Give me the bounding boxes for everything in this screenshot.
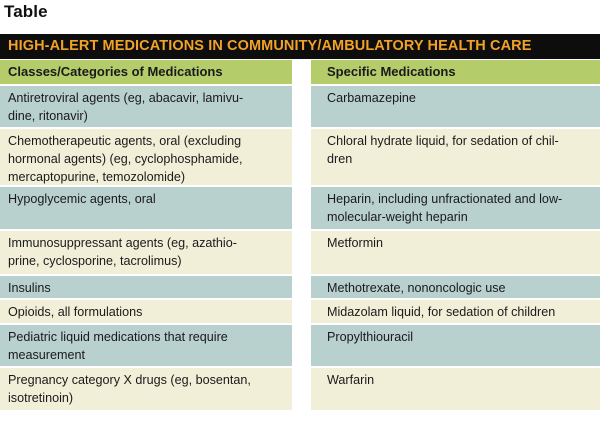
medication-cell bbox=[311, 86, 600, 129]
cell-line: isotretinoin) bbox=[8, 391, 74, 405]
categories-column bbox=[0, 60, 292, 416]
cell-line: mercaptopurine, temozolomide) bbox=[8, 170, 186, 184]
category-cell bbox=[0, 187, 292, 231]
categories-header: Classes/Categories of Medications bbox=[0, 60, 292, 86]
medication-cell bbox=[311, 231, 600, 276]
cell-line: Hypoglycemic agents, oral bbox=[8, 192, 156, 206]
page-label: Table bbox=[4, 2, 48, 21]
medications-column bbox=[311, 60, 600, 416]
category-cell bbox=[0, 368, 292, 412]
cell-line: prine, cyclosporine, tacrolimus) bbox=[8, 254, 182, 268]
cell-line: Pediatric liquid medications that require bbox=[8, 330, 228, 344]
category-cell bbox=[0, 231, 292, 276]
cell-line: Warfarin bbox=[327, 373, 375, 387]
cell-line: Insulins bbox=[8, 281, 51, 295]
medication-cell bbox=[311, 187, 600, 231]
cell-line: dren bbox=[327, 152, 353, 166]
table-title: HIGH-ALERT MEDICATIONS IN COMMUNITY/AMBULATORY HEALTH CARE bbox=[8, 38, 532, 54]
cell-line: dine, ritonavir) bbox=[8, 109, 88, 123]
medication-cell bbox=[311, 300, 600, 325]
cell-line: Chemotherapeutic agents, oral (excluding bbox=[8, 134, 242, 148]
category-cell bbox=[0, 300, 292, 325]
cell-line: Methotrexate, nononcologic use bbox=[327, 281, 506, 295]
category-cell bbox=[0, 325, 292, 368]
medication-cell bbox=[311, 129, 600, 187]
column-gap bbox=[292, 60, 311, 416]
cell-line: hormonal agents) (eg, cyclophosphamide, bbox=[8, 152, 243, 166]
medication-cell bbox=[311, 325, 600, 368]
medication-cell bbox=[311, 276, 600, 300]
cell-line: Midazolam liquid, for sedation of children bbox=[327, 305, 556, 319]
cell-line: Carbamazepine bbox=[327, 91, 416, 105]
cell-line: Chloral hydrate liquid, for sedation of chil- bbox=[327, 134, 559, 148]
medications-header: Specific Medications bbox=[311, 60, 600, 86]
cell-line: Pregnancy category X drugs (eg, bosentan, bbox=[8, 373, 251, 387]
category-cell bbox=[0, 129, 292, 187]
cell-line: Antiretroviral agents (eg, abacavir, lamivu- bbox=[8, 91, 244, 105]
cell-line: Opioids, all formulations bbox=[8, 305, 143, 319]
medication-cell bbox=[311, 368, 600, 412]
category-cell bbox=[0, 276, 292, 300]
category-cell bbox=[0, 86, 292, 129]
cell-line: Heparin, including unfractionated and low- bbox=[327, 192, 563, 206]
cell-line: Metformin bbox=[327, 236, 383, 250]
cell-line: molecular-weight heparin bbox=[327, 210, 468, 224]
cell-line: Immunosuppressant agents (eg, azathio- bbox=[8, 236, 237, 250]
cell-line: Propylthiouracil bbox=[327, 330, 414, 344]
table-title-bar bbox=[0, 34, 600, 59]
cell-line: measurement bbox=[8, 348, 85, 362]
